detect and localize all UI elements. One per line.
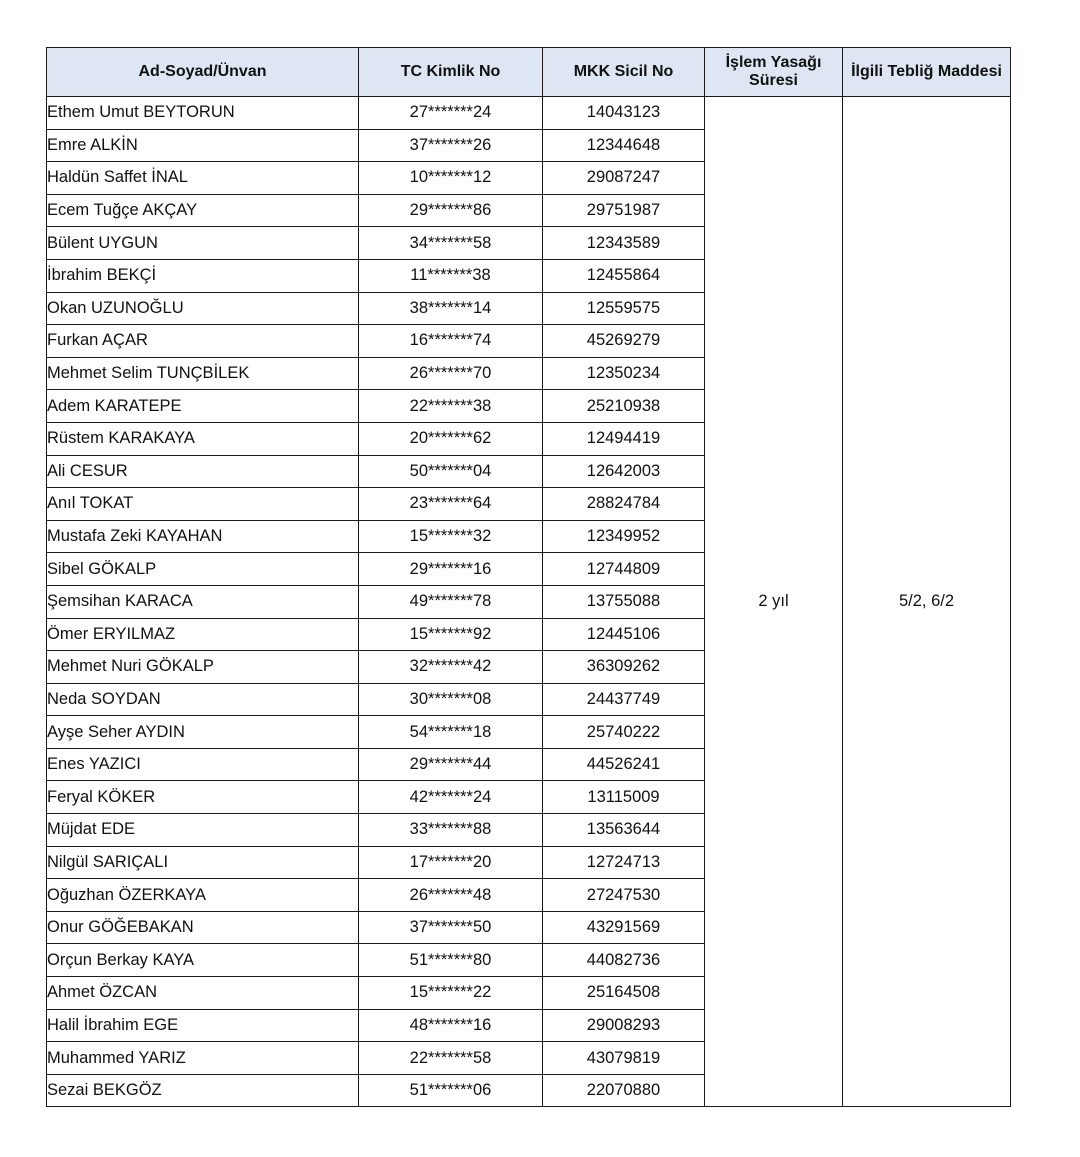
cell-tc-no: 33*******88	[359, 814, 543, 847]
cell-mkk-no: 24437749	[543, 683, 705, 716]
cell-tc-no: 29*******86	[359, 194, 543, 227]
cell-mkk-no: 13563644	[543, 814, 705, 847]
header-tc: TC Kimlik No	[359, 48, 543, 97]
cell-mkk-no: 12349952	[543, 520, 705, 553]
cell-name: Mehmet Nuri GÖKALP	[47, 651, 359, 684]
cell-article: 5/2, 6/2	[843, 97, 1011, 1107]
cell-mkk-no: 25164508	[543, 977, 705, 1010]
cell-tc-no: 16*******74	[359, 325, 543, 358]
cell-name: Oğuzhan ÖZERKAYA	[47, 879, 359, 912]
cell-tc-no: 29*******16	[359, 553, 543, 586]
cell-mkk-no: 12344648	[543, 129, 705, 162]
cell-name: Ali CESUR	[47, 455, 359, 488]
cell-mkk-no: 25210938	[543, 390, 705, 423]
cell-mkk-no: 12642003	[543, 455, 705, 488]
cell-tc-no: 22*******38	[359, 390, 543, 423]
cell-mkk-no: 44082736	[543, 944, 705, 977]
cell-name: Ahmet ÖZCAN	[47, 977, 359, 1010]
cell-name: Ethem Umut BEYTORUN	[47, 97, 359, 130]
cell-tc-no: 37*******26	[359, 129, 543, 162]
header-duration: İşlem Yasağı Süresi	[705, 48, 843, 97]
cell-name: Okan UZUNOĞLU	[47, 292, 359, 325]
cell-tc-no: 17*******20	[359, 846, 543, 879]
table-header	[47, 48, 1011, 97]
cell-mkk-no: 43079819	[543, 1042, 705, 1075]
cell-mkk-no: 43291569	[543, 911, 705, 944]
cell-mkk-no: 12455864	[543, 259, 705, 292]
cell-mkk-no: 29087247	[543, 162, 705, 195]
cell-tc-no: 38*******14	[359, 292, 543, 325]
cell-name: Mustafa Zeki KAYAHAN	[47, 520, 359, 553]
cell-name: Furkan AÇAR	[47, 325, 359, 358]
cell-name: Nilgül SARIÇALI	[47, 846, 359, 879]
cell-mkk-no: 12343589	[543, 227, 705, 260]
cell-name: Halil İbrahim EGE	[47, 1009, 359, 1042]
cell-name: Şemsihan KARACA	[47, 585, 359, 618]
cell-tc-no: 42*******24	[359, 781, 543, 814]
cell-name: Emre ALKİN	[47, 129, 359, 162]
trading-ban-table	[46, 47, 1011, 1107]
cell-mkk-no: 12559575	[543, 292, 705, 325]
cell-tc-no: 15*******22	[359, 977, 543, 1010]
cell-name: Bülent UYGUN	[47, 227, 359, 260]
cell-tc-no: 10*******12	[359, 162, 543, 195]
cell-mkk-no: 12724713	[543, 846, 705, 879]
table-body	[47, 97, 1011, 1107]
cell-mkk-no: 29008293	[543, 1009, 705, 1042]
cell-name: Rüstem KARAKAYA	[47, 422, 359, 455]
cell-tc-no: 26*******70	[359, 357, 543, 390]
cell-mkk-no: 13755088	[543, 585, 705, 618]
cell-tc-no: 26*******48	[359, 879, 543, 912]
cell-mkk-no: 12494419	[543, 422, 705, 455]
cell-tc-no: 20*******62	[359, 422, 543, 455]
cell-mkk-no: 12445106	[543, 618, 705, 651]
cell-name: Mehmet Selim TUNÇBİLEK	[47, 357, 359, 390]
cell-tc-no: 48*******16	[359, 1009, 543, 1042]
header-name: Ad-Soyad/Ünvan	[47, 48, 359, 97]
header-mkk: MKK Sicil No	[543, 48, 705, 97]
cell-name: Orçun Berkay KAYA	[47, 944, 359, 977]
table-row	[47, 97, 1011, 130]
cell-name: İbrahim BEKÇİ	[47, 259, 359, 292]
cell-mkk-no: 12350234	[543, 357, 705, 390]
cell-name: Haldün Saffet İNAL	[47, 162, 359, 195]
cell-tc-no: 37*******50	[359, 911, 543, 944]
cell-name: Sibel GÖKALP	[47, 553, 359, 586]
cell-tc-no: 30*******08	[359, 683, 543, 716]
cell-name: Ayşe Seher AYDIN	[47, 716, 359, 749]
cell-tc-no: 15*******32	[359, 520, 543, 553]
cell-mkk-no: 14043123	[543, 97, 705, 130]
cell-tc-no: 23*******64	[359, 488, 543, 521]
cell-tc-no: 29*******44	[359, 748, 543, 781]
cell-mkk-no: 45269279	[543, 325, 705, 358]
cell-tc-no: 34*******58	[359, 227, 543, 260]
header-article: İlgili Tebliğ Maddesi	[843, 48, 1011, 97]
cell-mkk-no: 28824784	[543, 488, 705, 521]
cell-mkk-no: 36309262	[543, 651, 705, 684]
cell-name: Sezai BEKGÖZ	[47, 1074, 359, 1107]
cell-name: Feryal KÖKER	[47, 781, 359, 814]
cell-name: Onur GÖĞEBAKAN	[47, 911, 359, 944]
cell-mkk-no: 29751987	[543, 194, 705, 227]
cell-tc-no: 11*******38	[359, 259, 543, 292]
header-row	[47, 48, 1011, 97]
cell-tc-no: 50*******04	[359, 455, 543, 488]
cell-name: Neda SOYDAN	[47, 683, 359, 716]
cell-tc-no: 32*******42	[359, 651, 543, 684]
cell-tc-no: 51*******80	[359, 944, 543, 977]
cell-mkk-no: 44526241	[543, 748, 705, 781]
cell-tc-no: 51*******06	[359, 1074, 543, 1107]
cell-mkk-no: 25740222	[543, 716, 705, 749]
cell-tc-no: 27*******24	[359, 97, 543, 130]
cell-name: Enes YAZICI	[47, 748, 359, 781]
cell-tc-no: 54*******18	[359, 716, 543, 749]
cell-name: Müjdat EDE	[47, 814, 359, 847]
cell-name: Muhammed YARIZ	[47, 1042, 359, 1075]
cell-mkk-no: 27247530	[543, 879, 705, 912]
cell-tc-no: 22*******58	[359, 1042, 543, 1075]
cell-tc-no: 15*******92	[359, 618, 543, 651]
cell-tc-no: 49*******78	[359, 585, 543, 618]
cell-ban-duration: 2 yıl	[705, 97, 843, 1107]
cell-mkk-no: 12744809	[543, 553, 705, 586]
cell-mkk-no: 13115009	[543, 781, 705, 814]
cell-mkk-no: 22070880	[543, 1074, 705, 1107]
cell-name: Ecem Tuğçe AKÇAY	[47, 194, 359, 227]
cell-name: Ömer ERYILMAZ	[47, 618, 359, 651]
cell-name: Anıl TOKAT	[47, 488, 359, 521]
cell-name: Adem KARATEPE	[47, 390, 359, 423]
